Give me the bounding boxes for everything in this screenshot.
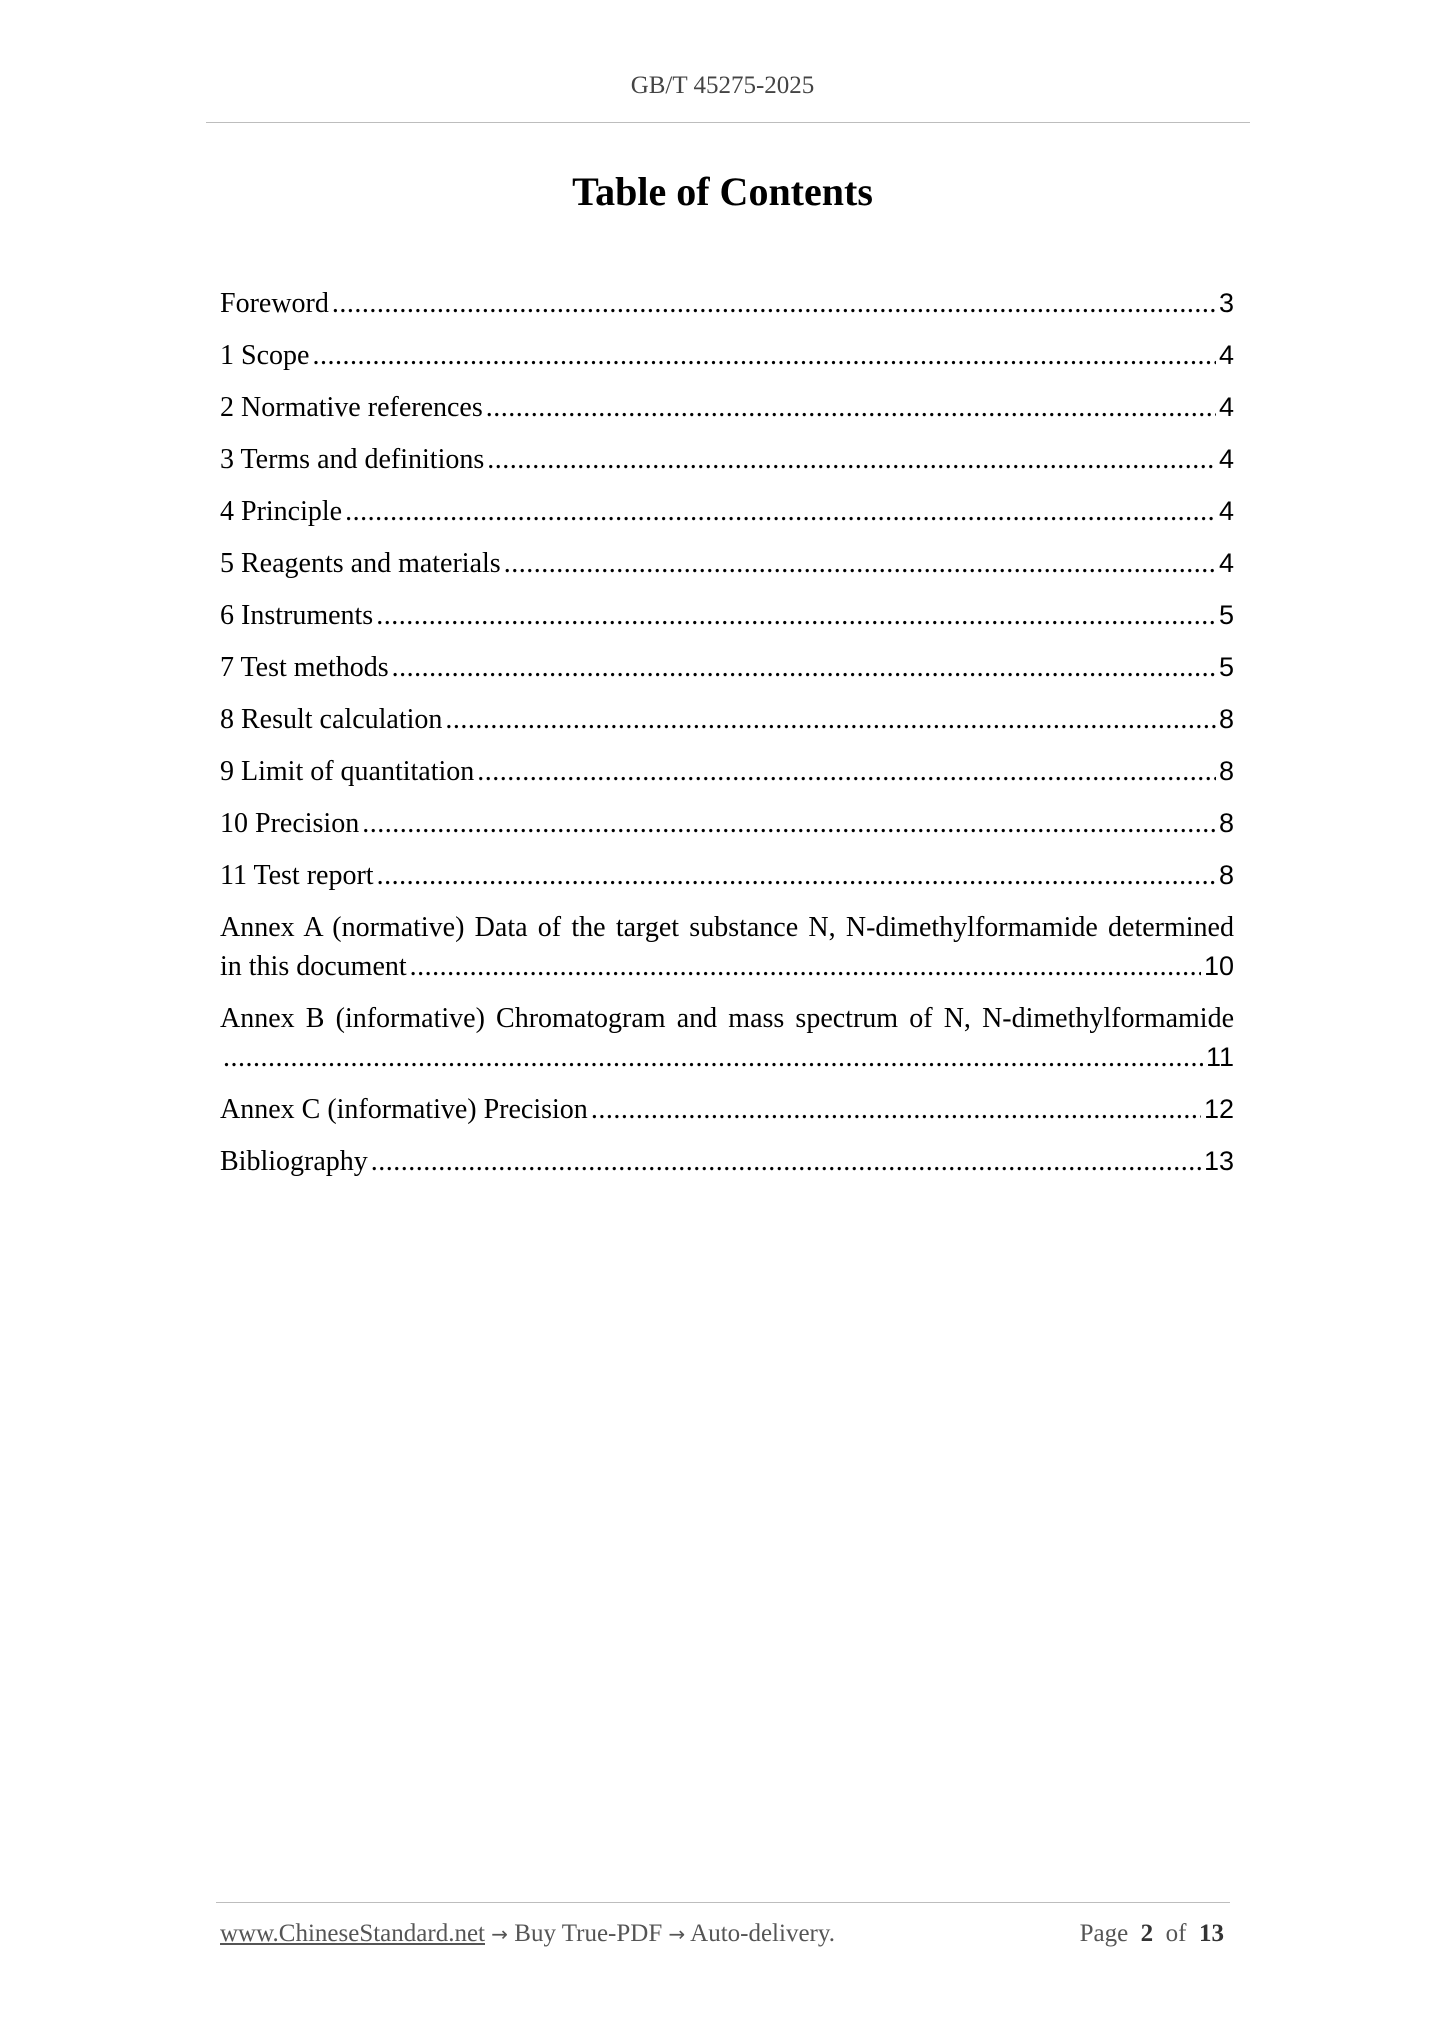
footer-promo bbox=[220, 1920, 835, 1948]
buy-true-pdf-text: Buy True-PDF bbox=[514, 1920, 663, 1947]
toc-entry-principle[interactable]: 4 Principle ..... 4 bbox=[220, 492, 1234, 531]
arrow-right-icon: → bbox=[491, 1922, 509, 1946]
toc-entry-instruments[interactable]: 6 Instruments ..... 5 bbox=[220, 596, 1234, 635]
page-total: 13 bbox=[1199, 1920, 1224, 1947]
toc-entry-terms-and-definitions[interactable]: 3 Terms and definitions ..... 4 bbox=[220, 440, 1234, 479]
page-title: Table of Contents bbox=[572, 169, 873, 214]
toc-entry-annex-b[interactable]: Annex B (informative) Chromatogram and mass spectrum of N, N-dimethylformamide ..... 11 bbox=[220, 999, 1234, 1077]
page-footer bbox=[220, 1920, 1224, 1948]
site-link[interactable]: www.ChineseStandard.net bbox=[220, 1920, 485, 1947]
toc-entry-precision[interactable]: 10 Precision ..... 8 bbox=[220, 804, 1234, 843]
arrow-right-icon: → bbox=[668, 1922, 686, 1946]
toc-entry-annex-c[interactable]: Annex C (informative) Precision ..... 12 bbox=[220, 1090, 1234, 1129]
toc-entry-limit-of-quantitation[interactable]: 9 Limit of quantitation ..... 8 bbox=[220, 752, 1234, 791]
toc-entry-reagents-and-materials[interactable]: 5 Reagents and materials ..... 4 bbox=[220, 544, 1234, 583]
auto-delivery-text: Auto-delivery. bbox=[690, 1920, 836, 1947]
toc-entry-result-calculation[interactable]: 8 Result calculation ..... 8 bbox=[220, 700, 1234, 739]
table-of-contents bbox=[220, 284, 1234, 1181]
toc-entry-test-methods[interactable]: 7 Test methods ..... 5 bbox=[220, 648, 1234, 687]
header-divider bbox=[206, 122, 1250, 123]
toc-entry-test-report[interactable]: 11 Test report ..... 8 bbox=[220, 856, 1234, 895]
document-id-header: GB/T 45275-2025 bbox=[630, 72, 815, 99]
toc-entry-normative-references[interactable]: 2 Normative references ..... 4 bbox=[220, 388, 1234, 427]
toc-entry-scope[interactable]: 1 Scope ..... 4 bbox=[220, 336, 1234, 375]
toc-entry-annex-a[interactable]: Annex A (normative) Data of the target substance N, N-dimethylformamide determined in this document ..... 10 bbox=[220, 908, 1234, 986]
page-number: Page 2 of 13 bbox=[1079, 1920, 1224, 1947]
page-current: 2 bbox=[1140, 1920, 1154, 1947]
toc-entry-foreword[interactable]: Foreword ..... 3 bbox=[220, 284, 1234, 323]
footer-divider bbox=[216, 1902, 1230, 1903]
toc-entry-bibliography[interactable]: Bibliography ..... 13 bbox=[220, 1142, 1234, 1181]
